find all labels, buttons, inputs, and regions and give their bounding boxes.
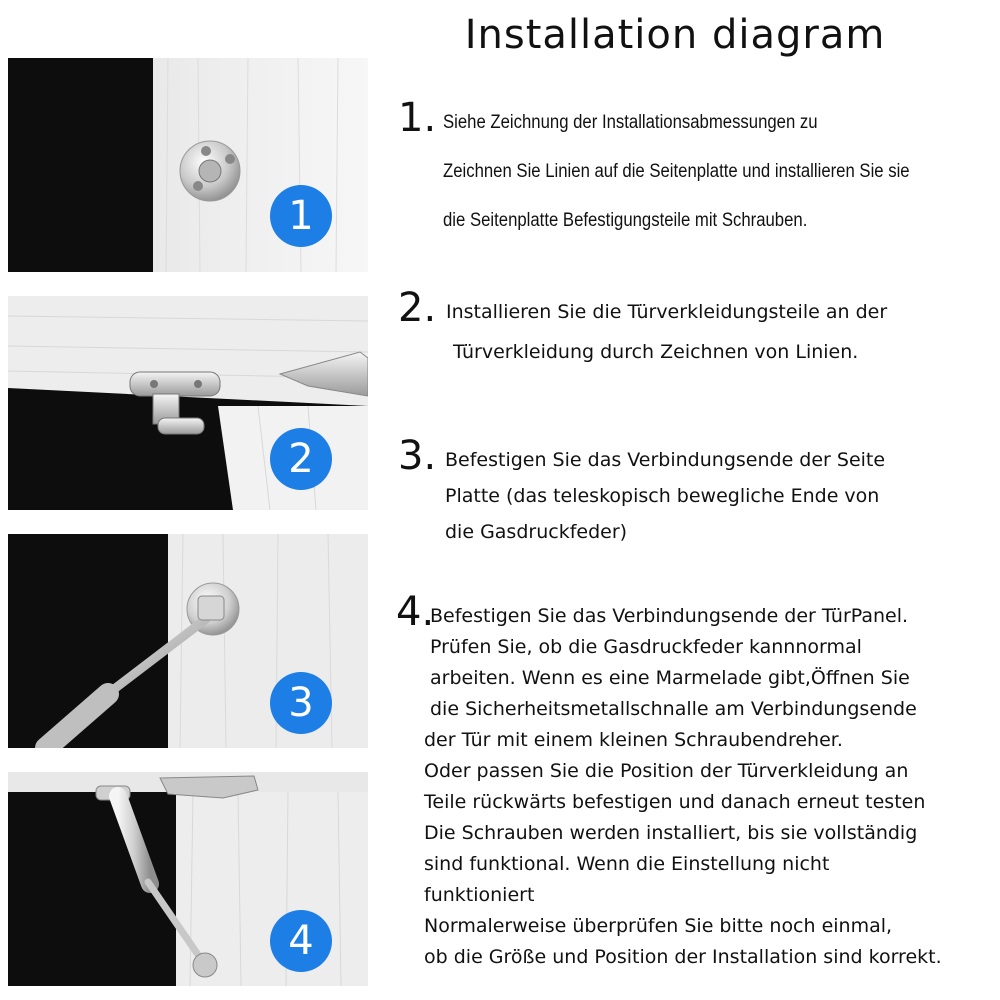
- step-2-line-1: Installieren Sie die Türverkleidungsteile an der: [446, 301, 888, 323]
- step-2-line-2: Türverkleidung durch Zeichnen von Linien.: [453, 341, 859, 363]
- step-3-badge: 3: [270, 672, 332, 734]
- page-title: Installation diagram: [464, 12, 886, 58]
- step-1-line-3: die Seitenplatte Befestigungsteile mit Schrauben.: [443, 210, 808, 231]
- step-2-photo: [8, 296, 368, 510]
- step-4-line-8: Die Schrauben werden installiert, bis sie vollständig: [424, 822, 918, 844]
- step-1-badge: 1: [270, 185, 332, 247]
- step-4-line-1: Befestigen Sie das Verbindungsende der TürPanel.: [430, 605, 909, 627]
- step-4-line-7: Teile rückwärts befestigen und danach erneut testen: [424, 791, 926, 813]
- step-1-line-1: Siehe Zeichnung der Installationsabmessungen zu: [443, 112, 818, 133]
- step-1-photo: [8, 58, 368, 272]
- step-2-number: 2.: [398, 285, 437, 331]
- step-2-badge: 2: [270, 428, 332, 490]
- step-4-line-6: Oder passen Sie die Position der Türverkleidung an: [424, 760, 909, 782]
- step-4-line-11: Normalerweise überprüfen Sie bitte noch einmal,: [424, 915, 893, 937]
- step-4-line-10: funktioniert: [424, 884, 535, 906]
- step-3-photo: [8, 534, 368, 748]
- step-4-line-3: arbeiten. Wenn es eine Marmelade gibt,Öffnen Sie: [430, 667, 910, 689]
- step-3-number: 3.: [398, 433, 437, 479]
- step-3-line-2: Platte (das teleskopisch bewegliche Ende von: [445, 485, 880, 507]
- step-4-number: 4.: [396, 589, 435, 635]
- step-1-line-2: Zeichnen Sie Linien auf die Seitenplatte und installieren Sie sie: [443, 161, 910, 182]
- step-4-badge: 4: [270, 910, 332, 972]
- step-4-line-2: Prüfen Sie, ob die Gasdruckfeder kannnormal: [430, 636, 862, 658]
- step-3-line-1: Befestigen Sie das Verbindungsende der Seite: [445, 449, 886, 471]
- step-4-line-12: ob die Größe und Position der Installation sind korrekt.: [424, 946, 942, 968]
- step-4-line-9: sind funktional. Wenn die Einstellung nicht: [424, 853, 830, 875]
- step-4-line-5: der Tür mit einem kleinen Schraubendreher.: [424, 729, 843, 751]
- step-4-line-4: die Sicherheitsmetallschnalle am Verbindungsende: [430, 698, 917, 720]
- step-3-line-3: die Gasdruckfeder): [445, 521, 628, 543]
- step-4-photo: [8, 772, 368, 986]
- step-1-number: 1.: [398, 95, 437, 141]
